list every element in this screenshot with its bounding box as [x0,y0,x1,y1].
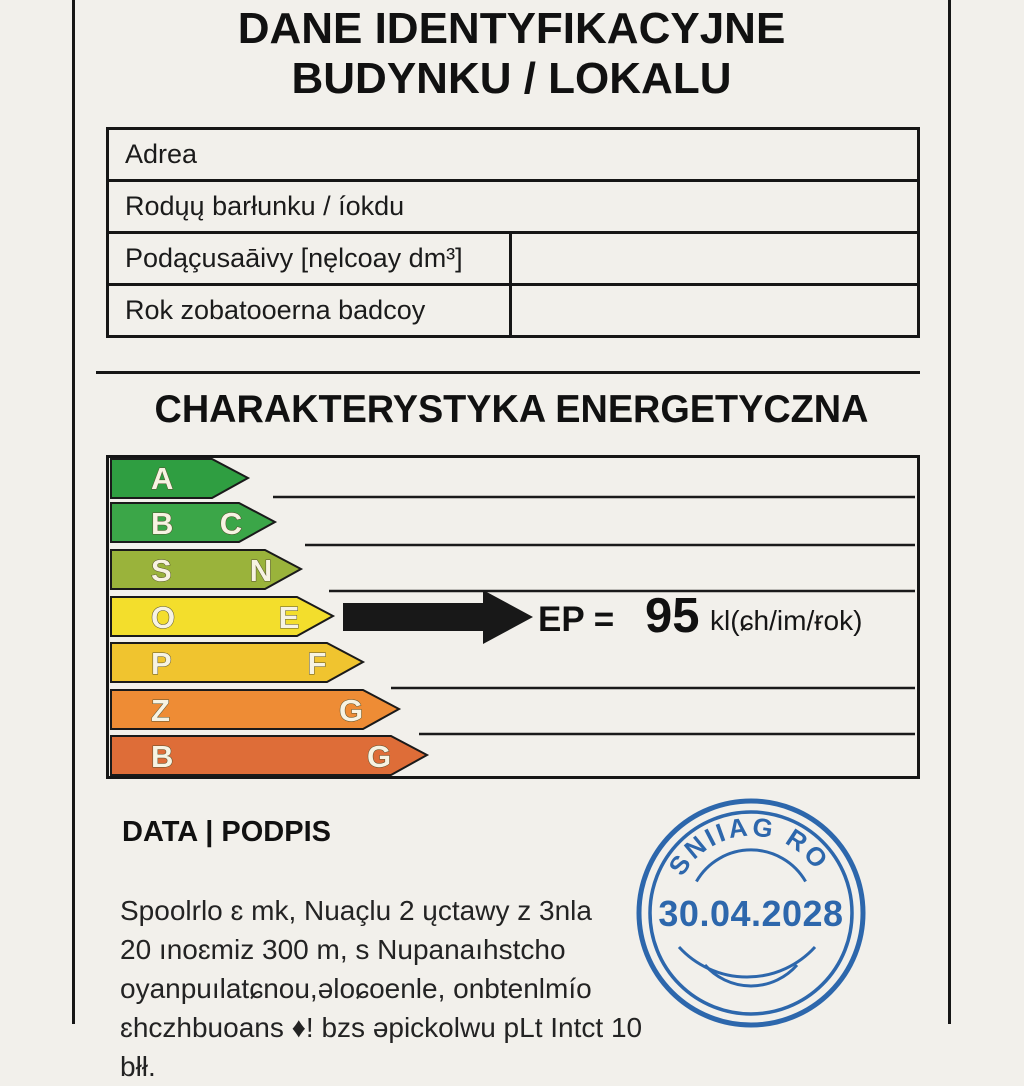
class-tip-letter-n: N [249,553,273,588]
table-row-year [109,283,917,335]
ep-indicator-arrow-icon [343,590,533,644]
table-row-building-type-label: Rodųų barłunku / íokdu [125,191,405,221]
legal-note-line1: Spoolrlo ɛ mk, Nuaçlu 2 ųctawy z 3nla [120,895,592,926]
document-title-line2: BUDYNKU / LOKALU [291,54,732,103]
table-row-usable-area-value [512,234,917,283]
stamp-top-arc [696,850,805,882]
ep-label: EP = [538,600,615,639]
table-row-year-label: Rok zobatooerna badcoy [109,286,512,335]
class-tip-letter-g1: G [338,693,364,728]
legal-note-line4: ɛhczhbuoans ♦! bzs əpickolwu pLt Intct 10 błł. [120,1012,643,1082]
class-tip-letter-e: E [278,600,300,635]
stamp-arc-text-path: SNIIAG RO [662,811,836,881]
class-letter-o: O [151,600,176,635]
document-title [75,4,948,104]
ep-value: 95 [645,589,700,643]
class-arrow-o [111,597,333,636]
table-row-usable-area-label: Podąçusaāivy [nęlcoay dm³] [109,234,512,283]
class-arrow-s [111,550,301,589]
class-tip-letter-f: F [307,646,327,681]
page-border-right [948,0,951,1024]
table-row-building-type [109,179,917,231]
energy-class-chart [106,455,920,779]
ep-unit: kl(ɕh/im/ɍok) [710,605,863,636]
stamp-date: 30.04.2028 [658,893,844,934]
identification-table [106,127,920,338]
class-letter-a: A [151,461,174,496]
class-tip-letter-c: C [219,506,243,541]
section-divider [96,371,920,374]
energy-class-chart-svg [109,458,917,776]
table-row-address [109,130,917,179]
class-letter-b2: B [151,739,174,774]
class-arrow-a [111,459,248,498]
class-arrow-b [111,503,275,542]
class-letter-s: S [151,553,172,588]
legal-note-line3: oyanpuılatɕnou,əloɕoenle, onbtenlmío [120,973,592,1004]
page-border-left [72,0,75,1024]
stamp-smile-arc-outer [679,947,815,977]
date-stamp [633,795,869,1031]
date-signature-heading: DATA | PODPIS [122,816,331,848]
legal-note [120,891,660,1086]
table-row-year-value [512,286,917,335]
energy-section-heading: CHARAKTERYSTYKA ENERGETYCZNA [154,388,869,431]
document-title-line1: DANE IDENTYFIKACYJNE [237,4,786,53]
class-letter-b: B [151,506,174,541]
legal-note-line2: 20 ınoɛmiz 300 m, s Nupanaıhstcho [120,934,566,965]
class-letter-p: P [151,646,172,681]
class-letter-z: Z [151,693,170,728]
class-tip-letter-g2: G [366,739,392,774]
table-row-address-label: Adrea [125,139,198,169]
table-row-usable-area [109,231,917,283]
